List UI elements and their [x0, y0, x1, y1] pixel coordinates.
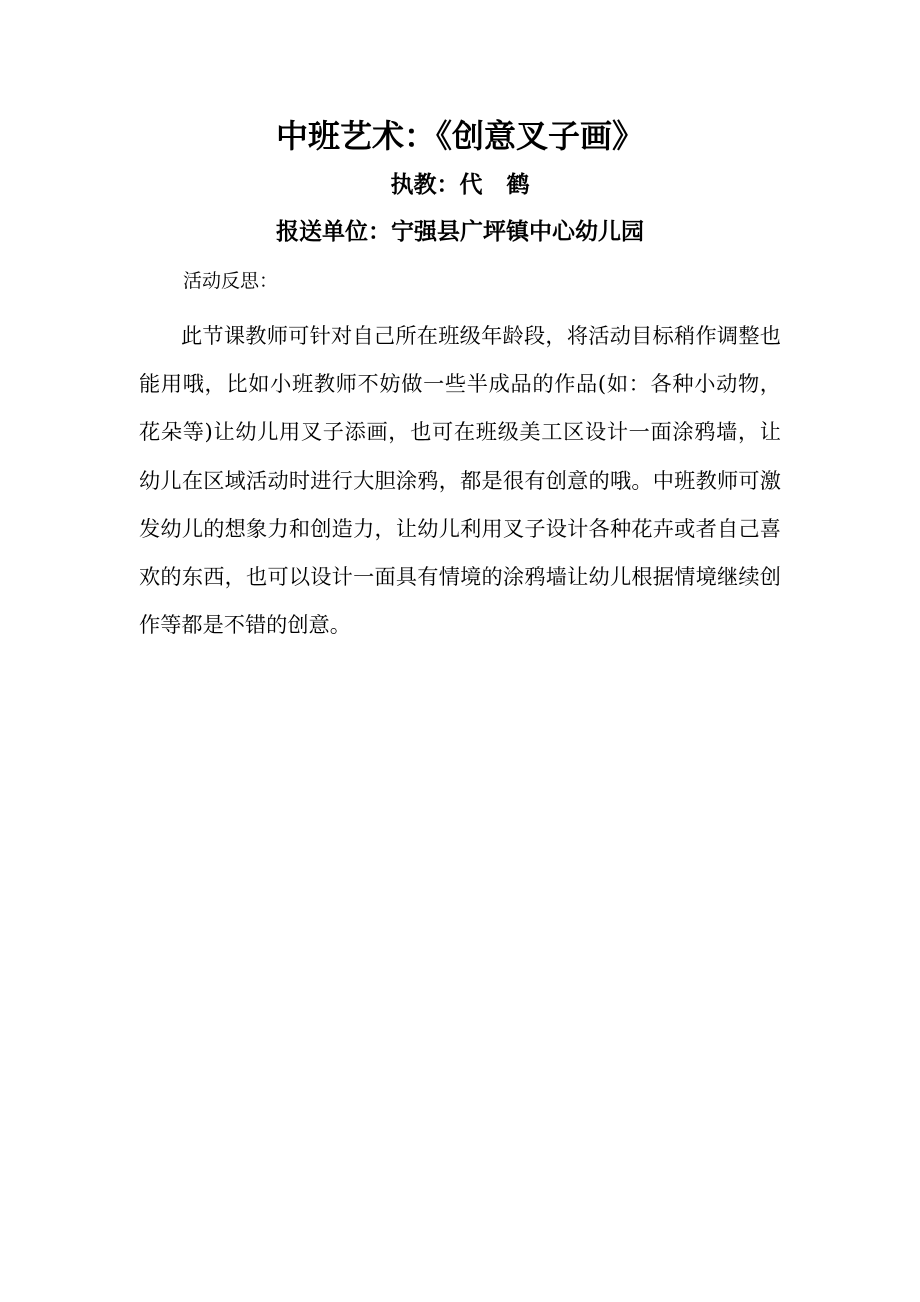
teacher-line: [0, 168, 920, 202]
document-title: 中班艺术：《创意叉子画》: [275, 117, 644, 155]
submitting-unit: 报送单位：宁强县广坪镇中心幼儿园: [276, 218, 644, 245]
section-heading: 活动反思：: [183, 270, 279, 292]
teacher-label: 执教：代: [390, 171, 483, 198]
reflection-paragraph: 此节课教师可针对自己所在班级年龄段，将活动目标稍作调整也能用哦，比如小班教师不妨做一些半成品的作品(如：各种小动物，花朵等)让幼儿用叉子添画，也可在班级美工区设计一面涂鸦墙，让幼儿在区域活动时进行大胆涂鸦，都是很有创意的哦。中班教师可激发幼儿的想象力和创造力，让幼儿利用叉子设计各种花卉或者自己喜欢的东西，也可以设计一面具有情境的涂鸦墙让幼儿根据情境继续创作等都是不错的创意。: [139, 323, 781, 638]
teacher-name-tail: 鹤: [506, 171, 530, 198]
